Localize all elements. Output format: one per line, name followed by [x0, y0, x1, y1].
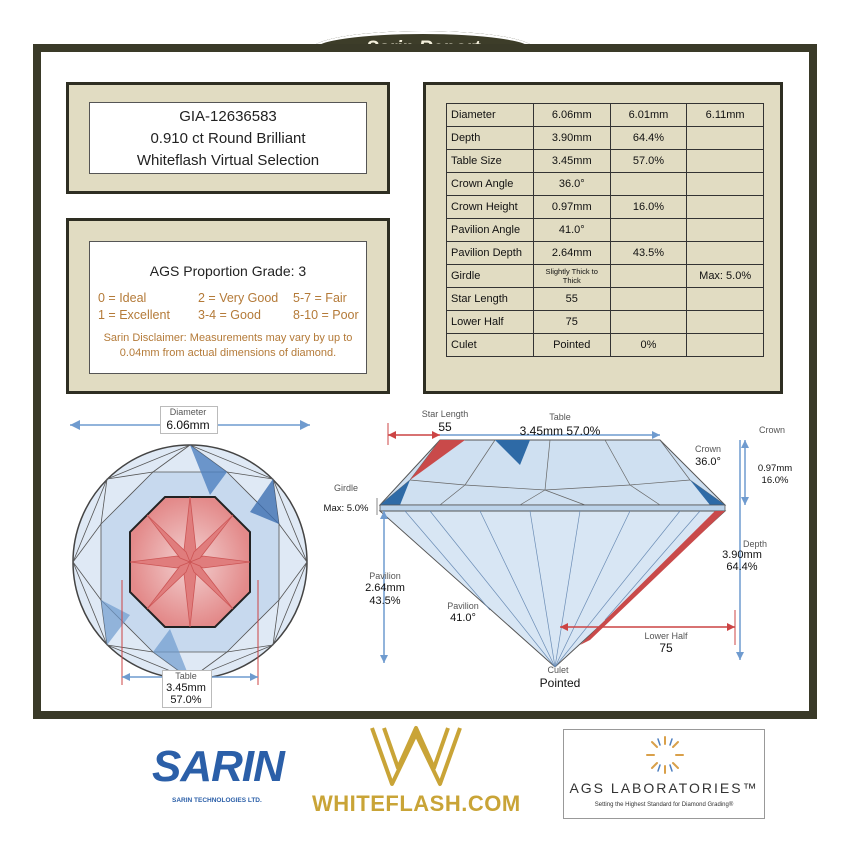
star-length-label: Star Length [421, 409, 469, 419]
pavilion-angle-value: 41.0° [450, 612, 476, 624]
top-view-diagram [60, 400, 330, 710]
whiteflash-emblem-icon [368, 724, 464, 790]
ags-sunburst-icon [642, 734, 688, 776]
measurement-label: Star Length [447, 288, 534, 311]
ags-logo-box [563, 729, 765, 819]
measurement-row [447, 288, 764, 311]
measurement-row [447, 104, 764, 127]
measurement-value: 57.0% [610, 150, 687, 173]
measurement-value: 0% [610, 334, 687, 357]
crown-angle-label: Crown [694, 444, 721, 454]
pavilion-depth-label: Pavilion [369, 571, 401, 581]
measurements-table [446, 103, 764, 357]
crown-height-mm: 0.97mm [757, 463, 793, 474]
pavilion-angle-label: Pavilion [447, 601, 479, 611]
measurement-value: 2.64mm [533, 242, 610, 265]
side-table-label: Table [549, 412, 571, 422]
measurement-row [447, 334, 764, 357]
measurement-label: Depth [447, 127, 534, 150]
measurement-value [610, 173, 687, 196]
depth-mm: 3.90mm [722, 549, 762, 561]
measurement-row [447, 150, 764, 173]
measurement-value [687, 150, 764, 173]
measurement-value: 0.97mm [533, 196, 610, 219]
measurement-value: 55 [533, 288, 610, 311]
pavilion-depth-pct: 43.5% [369, 595, 401, 607]
selection-name: Whiteflash Virtual Selection [136, 152, 320, 169]
top-table-pct: 57.0% [170, 694, 202, 706]
measurement-row [447, 311, 764, 334]
measurement-value: Slightly Thick to Thick [533, 265, 610, 288]
measurement-value [687, 311, 764, 334]
measurement-value [687, 127, 764, 150]
measurement-label: Table Size [447, 150, 534, 173]
measurement-value: 6.01mm [610, 104, 687, 127]
crown-box-label: Crown [758, 425, 785, 435]
depth-label: Depth [742, 539, 768, 549]
measurement-value [610, 311, 687, 334]
measurement-row [447, 219, 764, 242]
identity-card [89, 102, 367, 174]
depth-pct: 64.4% [726, 561, 758, 573]
measurement-label: Crown Height [447, 196, 534, 219]
measurement-value: 36.0° [533, 173, 610, 196]
crown-angle-value: 36.0° [695, 456, 721, 468]
diameter-value: 6.06mm [166, 418, 210, 432]
measurement-value: Max: 5.0% [687, 265, 764, 288]
measurement-label: Crown Angle [447, 173, 534, 196]
measurement-row [447, 242, 764, 265]
measurement-label: Pavilion Depth [447, 242, 534, 265]
sarin-logo-subtitle: SARIN TECHNOLOGIES LTD. [172, 797, 262, 804]
measurement-value [687, 288, 764, 311]
measurement-value [610, 219, 687, 242]
measurement-label: Lower Half [447, 311, 534, 334]
measurement-value [610, 265, 687, 288]
scale-poor: 8-10 = Poor [293, 308, 359, 322]
top-table-label: Table [175, 671, 197, 681]
measurement-label: Girdle [447, 265, 534, 288]
top-table-mm: 3.45mm [166, 682, 206, 694]
identity-panel [66, 82, 390, 194]
measurement-value: 3.45mm [533, 150, 610, 173]
ags-panel [66, 218, 390, 394]
measurement-label: Pavilion Angle [447, 219, 534, 242]
measurement-value: 16.0% [610, 196, 687, 219]
measurement-value [687, 219, 764, 242]
measurement-label: Culet [447, 334, 534, 357]
crown-height-pct: 16.0% [761, 475, 789, 486]
measurement-value: 6.11mm [687, 104, 764, 127]
pavilion-depth-mm: 2.64mm [365, 582, 405, 594]
carat-shape: 0.910 ct Round Brilliant [150, 130, 306, 147]
measurement-value [687, 334, 764, 357]
ags-card [89, 241, 367, 374]
measurement-value: 41.0° [533, 219, 610, 242]
culet-label: Culet [547, 665, 569, 675]
disclaimer-line-1: Sarin Disclaimer: Measurements may vary by up to [103, 332, 353, 344]
ags-grade: AGS Proportion Grade: 3 [149, 263, 307, 279]
side-table-value: 3.45mm 57.0% [519, 424, 601, 438]
scale-ideal: 0 = Ideal [98, 291, 147, 305]
disclaimer-line-2: 0.04mm from actual dimensions of diamond. [119, 347, 337, 359]
scale-fair: 5-7 = Fair [293, 291, 347, 305]
measurement-value [687, 242, 764, 265]
measurement-value [687, 196, 764, 219]
measurements-panel [423, 82, 783, 394]
measurement-label: Diameter [447, 104, 534, 127]
measurement-value: 6.06mm [533, 104, 610, 127]
scale-very-good: 2 = Very Good [198, 291, 279, 305]
measurement-value: 3.90mm [533, 127, 610, 150]
star-length-value: 55 [438, 420, 452, 434]
measurement-row [447, 196, 764, 219]
ags-logo-tagline: Setting the Highest Standard for Diamond Grading® [594, 802, 734, 808]
diameter-label: Diameter [169, 407, 207, 417]
measurement-value: 43.5% [610, 242, 687, 265]
measurement-value: 64.4% [610, 127, 687, 150]
girdle-max: Max: 5.0% [323, 503, 369, 514]
culet-value: Pointed [539, 676, 581, 690]
measurement-row [447, 127, 764, 150]
measurement-value [687, 173, 764, 196]
measurement-row [447, 173, 764, 196]
lower-half-label: Lower Half [644, 631, 688, 641]
certificate-number: GIA-12636583 [179, 108, 277, 125]
measurement-row [447, 265, 764, 288]
girdle-label: Girdle [333, 483, 358, 493]
measurement-value: Pointed [533, 334, 610, 357]
sarin-logo: SARIN [152, 742, 284, 791]
scale-good: 3-4 = Good [198, 308, 261, 322]
measurement-value [610, 288, 687, 311]
ags-logo-name: AGS LABORATORIES™ [569, 780, 759, 796]
whiteflash-logo: WHITEFLASH.COM [312, 791, 521, 816]
measurement-value: 75 [533, 311, 610, 334]
lower-half-value: 75 [659, 641, 673, 655]
scale-excellent: 1 = Excellent [98, 308, 170, 322]
